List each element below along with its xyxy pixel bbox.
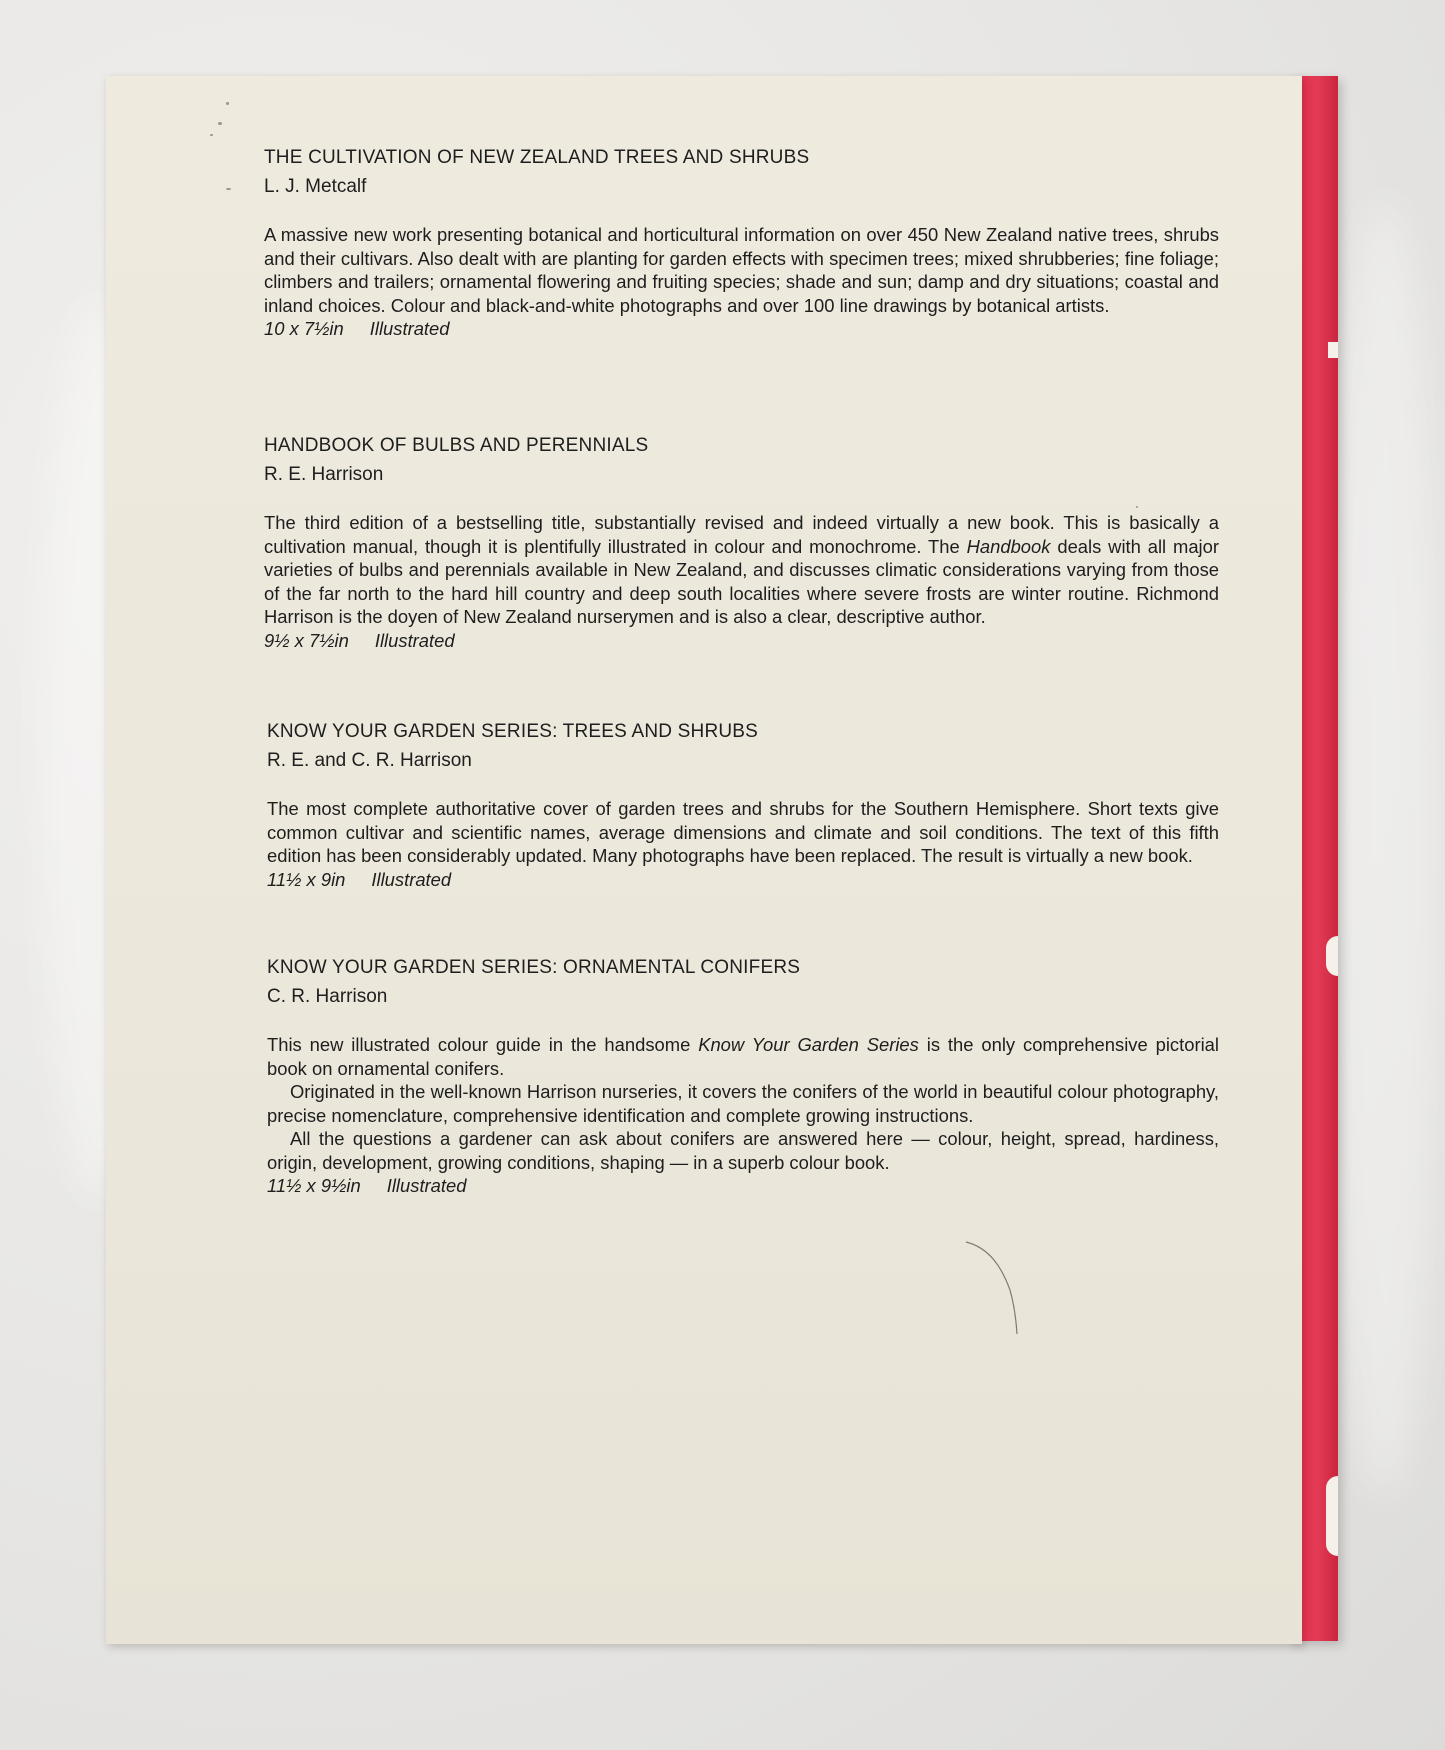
italic-title-reference: Handbook <box>966 535 1051 557</box>
book-description <box>267 797 1219 868</box>
book-title: THE CULTIVATION OF NEW ZEALAND TREES AND SHRUBS <box>264 147 810 168</box>
scratch-line <box>966 1242 1017 1334</box>
book-size: 11½ x 9½in <box>267 1175 361 1196</box>
book-description <box>264 223 1219 317</box>
paper-blemish <box>226 188 231 190</box>
book-author: R. E. Harrison <box>264 464 384 485</box>
book-size: 11½ x 9in <box>267 868 346 890</box>
cover-scratch-mark <box>960 1238 1030 1338</box>
spine-letter-fragment <box>1328 342 1338 358</box>
book-author: L. J. Metcalf <box>264 176 367 197</box>
description-paragraph: The third edition of a bestselling title, substantially revised and indeed virtually a new book. This is basically a cultivation manual, though it is plentifully illustrated in colour and monochrome. The Handbook deals with all major varieties of bulbs and perennials available in New Zealand, and discusses climatic considerations varying from those of the far north to the hard hill country and deep south localities where severe frosts are winter routine. Richmond Harrison is the doyen of New Zealand nurserymen and is also a clear, descriptive author. <box>264 512 1219 627</box>
book-size: 9½ x 7½in <box>264 629 349 651</box>
book-description <box>264 511 1219 629</box>
book-details <box>267 868 1219 892</box>
book-entry <box>267 956 1219 1198</box>
book-details <box>264 629 1219 653</box>
illustrated-note: Illustrated <box>371 868 452 890</box>
book-title: KNOW YOUR GARDEN SERIES: ORNAMENTAL CONIFERS <box>267 957 801 978</box>
book-entry <box>264 146 1219 341</box>
book-details <box>264 317 1219 341</box>
book-author: R. E. and C. R. Harrison <box>267 750 472 771</box>
sheet-fold-highlight <box>1330 200 1440 1500</box>
book-title: KNOW YOUR GARDEN SERIES: TREES AND SHRUBS <box>267 721 759 742</box>
description-paragraph: Originated in the well-known Harrison nurseries, it covers the conifers of the world in beautiful colour photography, precise nomenclature, comprehensive identification and complete growing instructions. <box>267 1081 1219 1126</box>
paper-blemish <box>210 134 213 136</box>
book-entry <box>264 434 1219 652</box>
illustrated-note: Illustrated <box>369 318 450 339</box>
book-size: 10 x 7½in <box>264 318 344 339</box>
spine-letter-fragment <box>1326 936 1338 976</box>
description-paragraph: A massive new work presenting botanical and horticultural information on over 450 New Zealand native trees, shrubs and their cultivars. Also dealt with are planting for garden effects with specimen trees; mixed shrubberies; fine foliage; climbers and trailers; ornamental flowering and fruiting species; shade and sun; damp and dry situations; coastal and inland choices. Colour and black-and-white photographs and over 100 line drawings by botanical artists. <box>264 224 1219 316</box>
book-title: HANDBOOK OF BULBS AND PERENNIALS <box>264 435 649 456</box>
paper-blemish <box>226 102 229 105</box>
italic-series-reference: Know Your Garden Series <box>698 1034 919 1055</box>
spine-letter-fragment <box>1326 1476 1338 1556</box>
book-details <box>267 1174 1219 1198</box>
description-paragraph: The most complete authoritative cover of garden trees and shrubs for the Southern Hemisphere. Short texts give common cultivar and scientific names, average dimensions and climate and soil conditions. The text of this fifth edition has been considerably updated. Many photographs have been replaced. The result is virtually a new book. <box>267 798 1219 866</box>
illustrated-note: Illustrated <box>386 1175 467 1196</box>
book-description <box>267 1033 1219 1174</box>
book-back-cover <box>106 76 1302 1644</box>
description-paragraph: This new illustrated colour guide in the handsome Know Your Garden Series is the only comprehensive pictorial book on ornamental conifers. <box>267 1034 1219 1079</box>
book-entry <box>267 720 1219 891</box>
book-author: C. R. Harrison <box>267 986 388 1007</box>
description-paragraph: All the questions a gardener can ask about conifers are answered here — colour, height, spread, hardiness, origin, development, growing conditions, shaping — in a superb colour book. <box>267 1128 1219 1173</box>
paper-blemish <box>218 122 222 125</box>
illustrated-note: Illustrated <box>374 629 455 651</box>
